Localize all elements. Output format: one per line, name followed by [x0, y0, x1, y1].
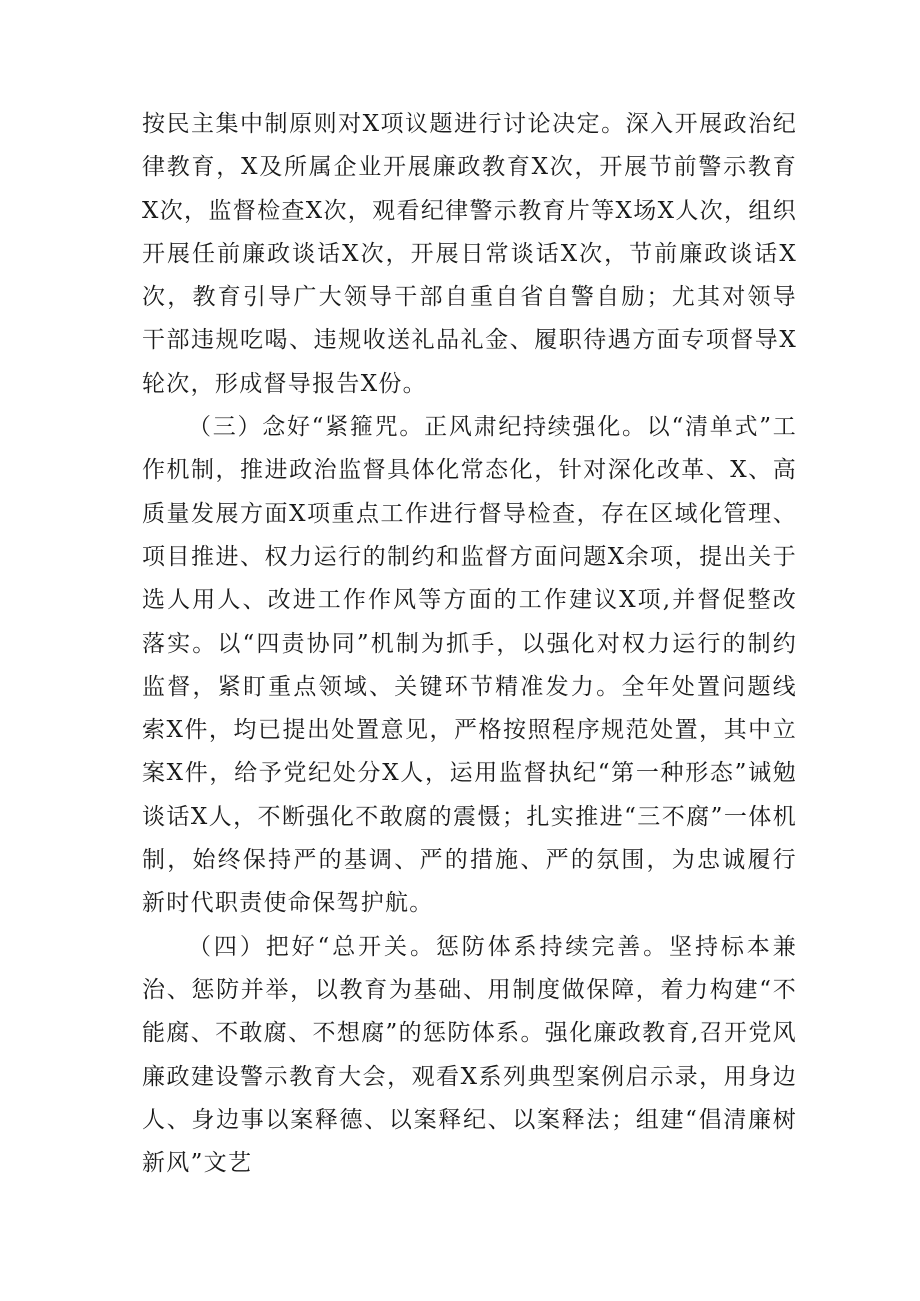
body-paragraph-continued: 按民主集中制原则对X项议题进行讨论决定。深入开展政治纪律教育，X及所属企业开展廉政教育X次，开展节前警示教育X次，监督检查X次，观看纪律警示教育片等X场X人次，组织开展任前廉政谈话X次，开展日常谈话X次，节前廉政谈话X次，教育引导广大领导干部自重自省自警自励；尤其对领导干部违规吃喝、违规收送礼品礼金、履职待遇方面专项督导X轮次，形成督导报告X份。 — [142, 111, 797, 397]
document-body — [142, 103, 797, 1185]
body-paragraph-section-four: （四）把好“总开关。惩防体系持续完善。坚持标本兼治、惩防并举，以教育为基础、用制度做保障，着力构建“不能腐、不敢腐、不想腐”的惩防体系。强化廉政教育,召开党风廉政建设警示教育大会，观看X系列典型案例启示录，用身边人、身边事以案释德、以案释纪、以案释法；组建“倡清廉树新风”文艺 — [142, 933, 797, 1177]
body-paragraph-section-three: （三）念好“紧箍咒。正风肃纪持续强化。以“清单式”工作机制，推进政治监督具体化常态化，针对深化改革、X、高质量发展方面X项重点工作进行督导检查，存在区域化管理、项目推进、权力运行的制约和监督方面问题X余项，提出关于选人用人、改进工作作风等方面的工作建议X项,并督促整改落实。以“四责协同”机制为抓手，以强化对权力运行的制约监督，紧盯重点领域、关键环节精准发力。全年处置问题线索X件，均已提出处置意见，严格按照程序规范处置，其中立案X件，给予党纪处分X人，运用监督执纪“第一种形态”诫勉谈话X人，不断强化不敢腐的震慑；扎实推进“三不腐”一体机制，始终保持严的基调、严的措施、严的氛围，为忠诚履行新时代职责使命保驾护航。 — [142, 414, 797, 917]
